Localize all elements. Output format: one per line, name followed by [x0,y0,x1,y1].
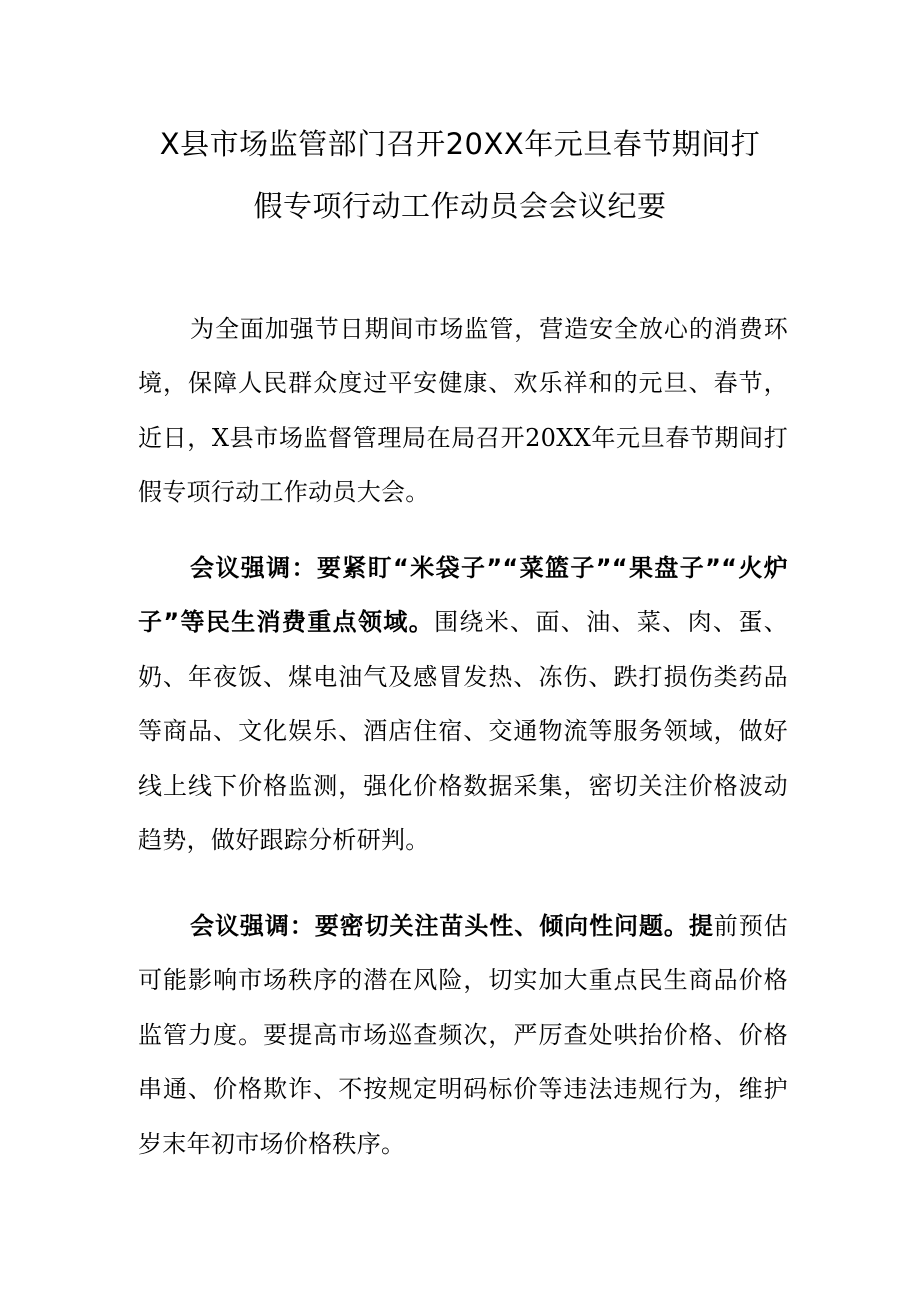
document-title-line-1: X县市场监管部门召开20XX年元旦春节期间打 [159,127,761,161]
paragraph-2-bold-lead: 会议强调：要密切关注苗头性、倾向性问题。提 [190,912,714,940]
paragraph-intro-text: 为全面加强节日期间市场监管，营造安全放心的消费环境，保障人民群众度过平安健康、欢乐祥和的元旦、春节，近日，X县市场监督管理局在局召开20XX年元旦春节期间打假专项行动工作动员大会。 [138,315,788,507]
paragraph-1-body-text: 围绕米、面、油、菜、肉、蛋、奶、年夜饭、煤电油气及感冒发热、冻伤、跌打损伤类药品等商品、文化娱乐、酒店住宿、交通物流等服务领域，做好线上线下价格监测，强化价格数据采集，密切关注价格波动趋势，做好跟踪分析研判。 [138,608,789,855]
paragraph-2-body-text: 前预估可能影响市场秩序的潜在风险，切实加大重点民生商品价格监管力度。要提高市场巡查频次，严厉查处哄抬价格、价格串通、价格欺诈、不按规定明码标价等违法违规行为，维护岁末年初市场价格秩序。 [138,912,788,1158]
document-title-line-2: 假专项行动工作动员会会议纪要 [253,189,667,223]
paragraph-meeting-emphasis-1 [138,541,788,867]
paragraph-1-bold-lead: 会议强调：要紧盯“米袋子”“菜篮子”“果盘子”“火炉子”等民生消费重点领域。 [138,554,788,637]
paragraph-meeting-emphasis-2 [138,899,788,1171]
paragraph-intro [138,302,788,520]
